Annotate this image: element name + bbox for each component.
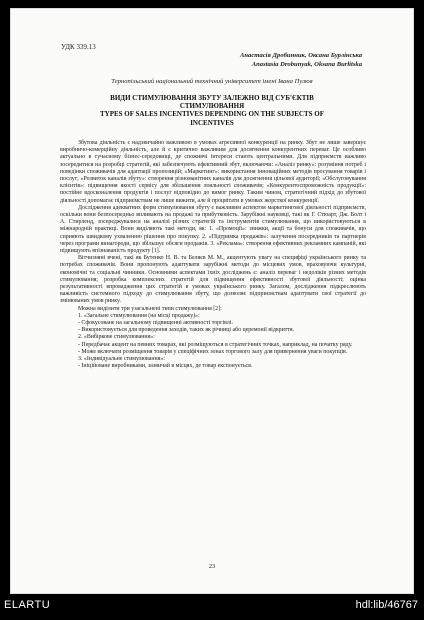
title-english-line-1: TYPES OF SALES INCENTIVES DEPENDING ON THE SUBJECTS OF bbox=[99, 110, 325, 119]
list-item: - Сфокусоване на загальному підвищенні активності торгівлі. bbox=[78, 320, 233, 327]
list-item: 3. «Індивідуальне стимулювання»: bbox=[78, 356, 165, 363]
affiliation: Тернопільський національний технічний університет імені Івана Пулюя bbox=[111, 78, 313, 85]
title-english-line-2: INCENTIVES bbox=[190, 118, 234, 127]
list-item: - Використовується для проведення заходів, таких як річниці або церемонії відкриття. bbox=[78, 327, 295, 334]
title-ukrainian-line-1: ВИДИ СТИМУЛЮВАННЯ ЗБУТУ ЗАЛЕЖНО ВІД СУБ'ЄКТІВ bbox=[110, 94, 314, 102]
list-intro: Можна виділити три узагальнені типи стимулювання [2]: bbox=[78, 305, 222, 312]
document-page bbox=[10, 8, 414, 594]
authors-english: Anastasia Drobunyak, Oksana Burlitska bbox=[251, 60, 362, 68]
list-item: - Передбачає акцент на певних товарах, які розміщуються в стратегічних точках, наприклад, на початку ряду. bbox=[78, 341, 353, 348]
paragraph: Збутова діяльність є надзвичайно важливою в умовах агресивної конкуренції на ринку. Збут не лише завершує виробничо-комерційну діяльність, але й є критично важливим для досягнення конкурентних переваг. Це особливо актуально в сучасному бізнес-середовищі, де споживчі інтереси стають центральними. Для підприємств важливо зосередитися на розробці стратегій, які забезпечують ефективний збут, включаючи: «Аналіз ринку»: розуміння потреб і поведінки споживачів для адаптації пропозицій; «Маркетинг»: використання інноваційних методів просування товарів і послуг; «Розвиток каналів збуту»: створення різноманітних каналів для досягнення цільової аудиторії; «Обслуговування клієнтів»: підвищення якості сервісу для збільшення лояльності споживачів; «Конкурентоспроможність продукції»: постійне вдосконалення продуктів і послуг відповідно до вимог ринку. Таким чином, стратегічний підхід до збутової діяльності допомагає підприємствам не лише вижити, але й процвітати в умовах жорсткої конкуренції. bbox=[60, 140, 366, 204]
authors-block bbox=[62, 52, 362, 69]
paragraph: Дослідження адекватних форм стимулювання збуту є важливим аспектом маркетингової діяльності підприємств, оскільки вони безпосередньо впливають на продажі та прибутковість. Зарубіжні науковці, такі як Г. Стюарт, Дж. Болт і А. Стирленд, зосереджувалися на аналізі різних стратегій та інструментів стимулювання, що використовуються в міжнародній практиці. Вони виділяють такі методи, як: 1. «Промоції»: знижки, акції та бонуси для споживачів, що сприяють швидкому ухваленню рішення про покупку. 2. «Підтримка продажів»: залучення посередників та партнерів через програми винагороди, що збільшує обсяги продажів. 3. «Реклама»: створення ефективних рекламних кампаній, які підвищують впізнаваність продукту [1]. bbox=[60, 204, 366, 255]
body-text bbox=[60, 140, 366, 371]
paragraph: Вітчизняні вчені, такі як Бутенко Н. В. та Беляєв М. М., акцентують увагу на специфіці українського ринку та потребах споживачів. Вони пропонують адаптувати зарубіжні методи до місцевих умов, враховуючи культурні, економічні та соціальні чинники. Основними аспектами їхніх досліджень є: аналіз переваг і недоліків різних методів стимулювання; розробка комплексних стратегій для підвищення ефективності збутової діяльності; оцінка результативності впровадження цих стратегій в умовах українського ринку. Загалом, дослідження підкреслюють важливість системного підходу до стимулювання збуту, що дозволяє підприємствам адаптувати свої стратегії до змінюваних умов ринку. bbox=[60, 255, 366, 305]
authors-ukrainian: Анастасія Дробинник, Оксана Бурлінська bbox=[240, 52, 362, 59]
udc-code: УДК 339.13 bbox=[61, 43, 96, 51]
list-item: - Ініційоване виробниками, зазвичай в місцях, де товар експонується. bbox=[78, 363, 253, 370]
title-block bbox=[70, 94, 354, 127]
list-item: - Може включати розміщення товарів у спеціфічних зонах торгового залу для привернення уваги покупців. bbox=[78, 348, 348, 355]
repository-logo-text[interactable]: ELARTU bbox=[4, 599, 51, 611]
list-item: 2. «Вибіркове стимулювання»: bbox=[78, 334, 155, 341]
title-ukrainian-line-2: СТИМУЛЮВАННЯ bbox=[179, 102, 245, 111]
list-item: 1. «Загальне стимулювання (на місці продажу)»: bbox=[78, 312, 200, 319]
handle-link[interactable]: hdl:lib/46767 bbox=[355, 599, 418, 611]
page-number: 23 bbox=[208, 563, 216, 570]
